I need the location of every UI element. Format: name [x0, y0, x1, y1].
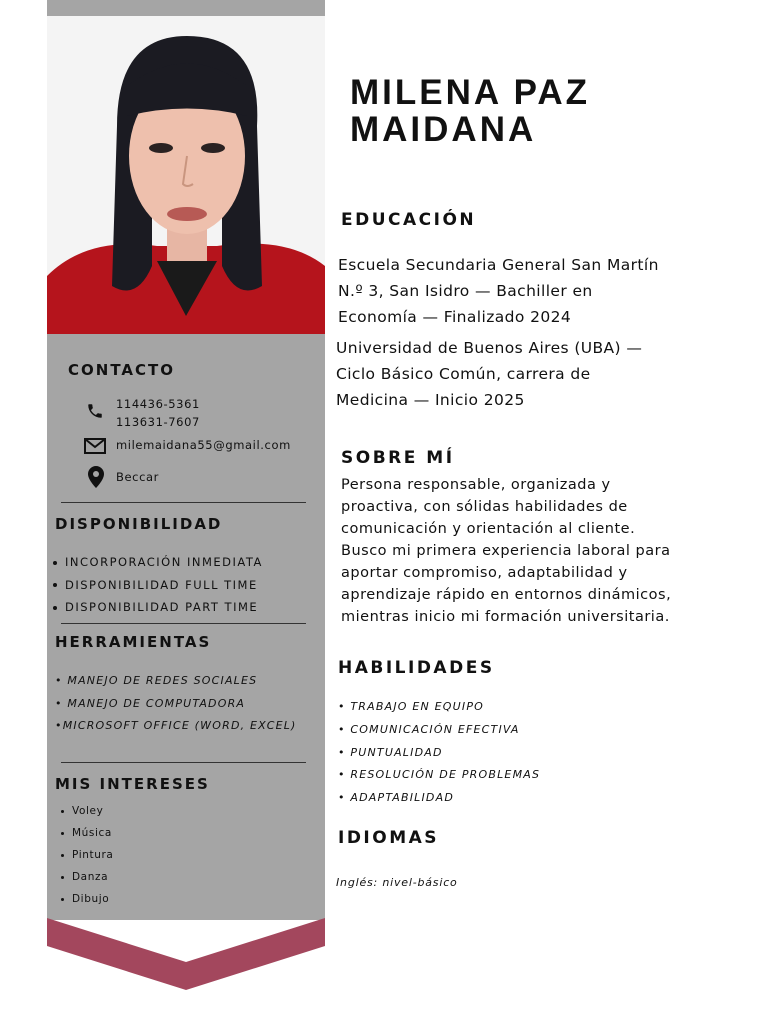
sidebar-top-band [47, 0, 325, 16]
list-item: Música [61, 822, 113, 844]
languages-heading: IDIOMAS [338, 828, 440, 848]
profile-photo [47, 16, 325, 334]
list-item: Voley [61, 800, 113, 822]
profile-photo-illustration [47, 16, 325, 334]
availability-heading: DISPONIBILIDAD [55, 515, 223, 533]
list-item: DISPONIBILIDAD PART TIME [53, 596, 263, 619]
tools-heading: HERRAMIENTAS [55, 633, 212, 651]
list-item: Danza [61, 866, 113, 888]
tools-list [55, 670, 297, 738]
name-line-2: MAIDANA [350, 110, 537, 149]
list-item: • RESOLUCIÓN DE PROBLEMAS [338, 768, 541, 782]
interests-list [61, 800, 113, 910]
education-entry-2: Universidad de Buenos Aires (UBA) — Ciclo Básico Común, carrera de Medicina — Inicio 2025 [336, 339, 643, 409]
list-item: • MANEJO DE REDES SOCIALES [55, 674, 258, 687]
list-item: DISPONIBILIDAD FULL TIME [53, 574, 263, 597]
phone-icon [86, 402, 104, 420]
location-pin-icon [88, 466, 104, 488]
languages-text: Inglés: nivel-básico [336, 876, 458, 889]
skills-heading: HABILIDADES [338, 658, 495, 678]
location-text: Beccar [116, 470, 159, 484]
education-entry-1: Escuela Secundaria General San Martín N.º 3, San Isidro — Bachiller en Economía — Finalizado 2024 [338, 256, 659, 326]
envelope-icon [84, 438, 106, 454]
phone-numbers [116, 395, 200, 431]
list-item: Dibujo [61, 888, 113, 910]
list-item: Pintura [61, 844, 113, 866]
list-item: • PUNTUALIDAD [338, 745, 443, 759]
list-item: INCORPORACIÓN INMEDIATA [53, 551, 263, 574]
about-text: Persona responsable, organizada y proactiva, con sólidas habilidades de comunicación y orientación al cliente. Busco mi primera experiencia laboral para aportar compromiso, adaptabilidad y aprendizaje rápido en entornos dinámicos, mientras inicio mi formación universitaria. [341, 477, 672, 625]
education-heading: EDUCACIÓN [341, 210, 477, 230]
page-title [350, 74, 590, 148]
name-line-1: MILENA PAZ [350, 73, 590, 112]
phone-1[interactable]: 114436-5361 [116, 397, 200, 411]
list-item: • TRABAJO EN EQUIPO [338, 700, 485, 713]
list-item: •MICROSOFT OFFICE (WORD, EXCEL) [55, 719, 297, 732]
divider-3 [61, 762, 306, 763]
list-item: • COMUNICACIÓN EFECTIVA [338, 722, 520, 736]
sidebar-ribbon [47, 918, 325, 990]
list-item: • MANEJO DE COMPUTADORA [55, 696, 246, 710]
contact-heading: CONTACTO [68, 361, 175, 379]
divider-1 [61, 502, 306, 503]
skills-list [338, 696, 540, 810]
divider-2 [61, 623, 306, 624]
interests-heading: MIS INTERESES [55, 775, 210, 793]
email-link[interactable]: milemaidana55@gmail.com [116, 438, 291, 452]
phone-2[interactable]: 113631-7607 [116, 415, 200, 429]
list-item: • ADAPTABILIDAD [338, 791, 455, 805]
availability-list [53, 551, 263, 619]
about-heading: SOBRE MÍ [341, 448, 455, 468]
